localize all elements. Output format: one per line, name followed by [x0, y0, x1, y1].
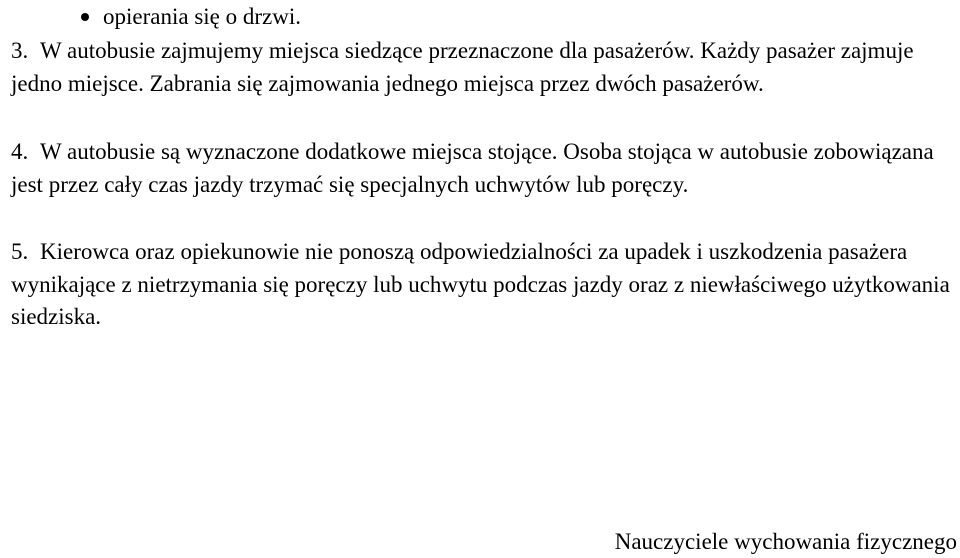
list-item-text: W autobusie są wyznaczone dodatkowe miejsca stojące. Osoba stojąca w autobusie zobowiązana jest przez cały czas jazdy trzymać się specjalnych uchwytów lub poręczy. [11, 139, 934, 197]
bullet-dot-icon [81, 13, 89, 21]
signature: Nauczyciele wychowania fizycznego [614, 529, 957, 554]
list-item-5 [11, 236, 959, 334]
list-item-number: 4. [11, 139, 29, 164]
list-item-3 [11, 35, 959, 100]
list-item-text: W autobusie zajmujemy miejsca siedzące przeznaczone dla pasażerów. Każdy pasażer zajmuje jedno miejsce. Zabrania się zajmowania jednego miejsca przez dwóch pasażerów. [11, 38, 914, 96]
list-item-number: 5. [11, 239, 29, 264]
bullet-item-text: opierania się o drzwi. [103, 4, 301, 29]
list-item-text: Kierowca oraz opiekunowie nie ponoszą odpowiedzialności za upadek i uszkodzenia pasażera wynikające z nietrzymania się poręczy lub uchwytu podczas jazdy oraz z niewłaściwego użytkowania siedziska. [11, 239, 950, 329]
list-item-4 [11, 136, 959, 201]
bullet-item [81, 1, 301, 33]
list-item-number: 3. [11, 38, 29, 63]
